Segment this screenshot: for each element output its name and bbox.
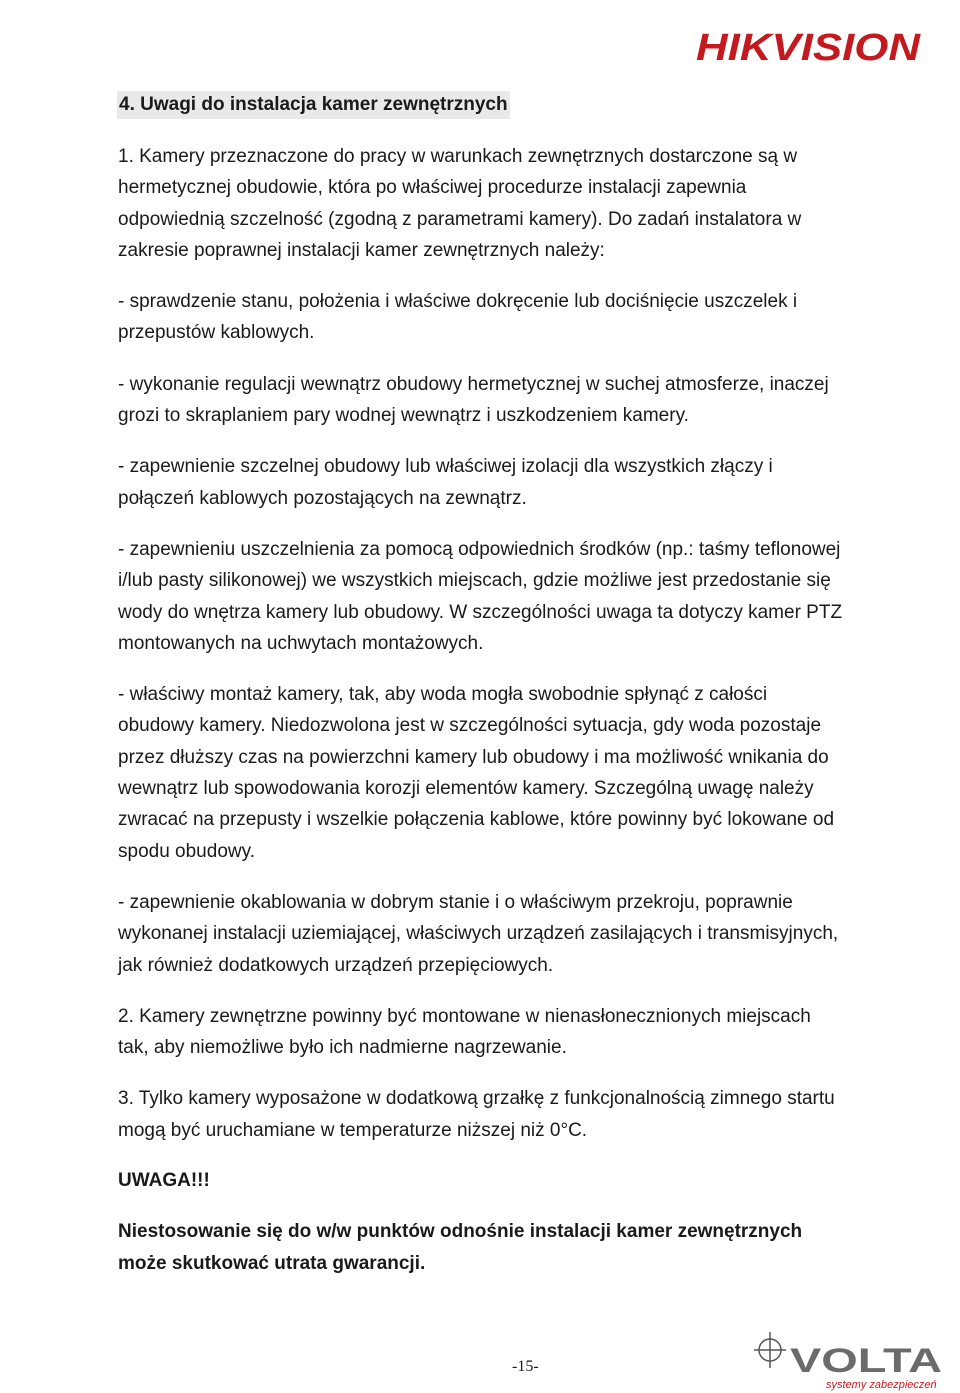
paragraph-6: - właściwy montaż kamery, tak, aby woda mogła swobodnie spłynąć z całości obudowy kamery. Niedozwolona jest w szczególności sytuacja, gdy woda pozostaje przez dłuższy czas na powierzchni kamery lub obudowy i ma możliwość wnikania do wewnątrz lub spowodowania korozji elementów kamery. Szczególną uwagę należy zwracać na przepusty i wszelkie połączenia kablowe, które powinny być lokowane od spodu obudowy. — [118, 684, 835, 862]
paragraph-1: 1. Kamery przeznaczone do pracy w warunkach zewnętrznych dostarczone są w hermetycznej obudowie, która po właściwej procedurze instalacji zapewnia odpowiednią szczelność (zgodną z parametrami kamery). Do zadań instalatora w zakresie poprawnej instalacji kamer zewnętrznych należy: — [118, 146, 802, 261]
page-number: -15- — [512, 1358, 539, 1375]
paragraph-5: - zapewnieniu uszczelnienia za pomocą odpowiednich środków (np.: taśmy teflonowej i/lub pasty silikonowej) we wszystkich miejscach, gdzie możliwe jest przedostanie się wody do wnętrza kamery lub obudowy. W szczególności uwaga ta dotyczy kamer PTZ montowanych na uchwytach montażowych. — [118, 538, 843, 654]
warning-title: UWAGA!!! — [118, 1170, 210, 1192]
paragraph-3: - wykonanie regulacji wewnątrz obudowy hermetycznej w suchej atmosferze, inaczej grozi to skraplaniem pary wodnej wewnątrz i uszkodzeniem kamery. — [118, 373, 829, 427]
paragraph-9: 3. Tylko kamery wyposażone w dodatkową grzałkę z funkcjonalnością zimnego startu mogą być uruchamiane w temperaturze niższej niż 0°C. — [118, 1088, 835, 1141]
hikvision-logo-text: HIKVISION — [696, 27, 922, 68]
paragraph-7: - zapewnienie okablowania w dobrym stanie i o właściwym przekroju, poprawnie wykonanej instalacji uziemiającej, właściwych urządzeń zasilających i transmisyjnych, jak również dodatkowych urządzeń przepięciowych. — [118, 891, 839, 976]
warning-text: Niestosowanie się do w/w punktów odnośnie instalacji kamer zewnętrznych może skutkować utrata gwarancji. — [118, 1221, 803, 1274]
paragraph-2: - sprawdzenie stanu, położenia i właściwe dokręcenie lub dociśnięcie uszczelek i przepustów kablowych. — [118, 291, 798, 344]
paragraph-8: 2. Kamery zewnętrzne powinny być montowane w nienasłonecznionych miejscach tak, aby niemożliwe było ich nadmierne nagrzewanie. — [118, 1005, 811, 1059]
document-body — [118, 141, 846, 1299]
volta-logo-text: VOLTA — [790, 1342, 942, 1380]
hikvision-logo — [694, 22, 922, 68]
warning-block — [118, 1165, 846, 1279]
paragraph-4: - zapewnienie szczelnej obudowy lub właściwej izolacji dla wszystkich złączy i połączeń kablowych pozostających na zewnątrz. — [118, 456, 773, 509]
section-heading: 4. Uwagi do instalacja kamer zewnętrznych — [117, 91, 510, 119]
volta-logo-tagline: systemy zabezpieczeń — [826, 1379, 937, 1391]
crosshair-icon — [754, 1332, 786, 1368]
volta-logo — [752, 1322, 952, 1392]
